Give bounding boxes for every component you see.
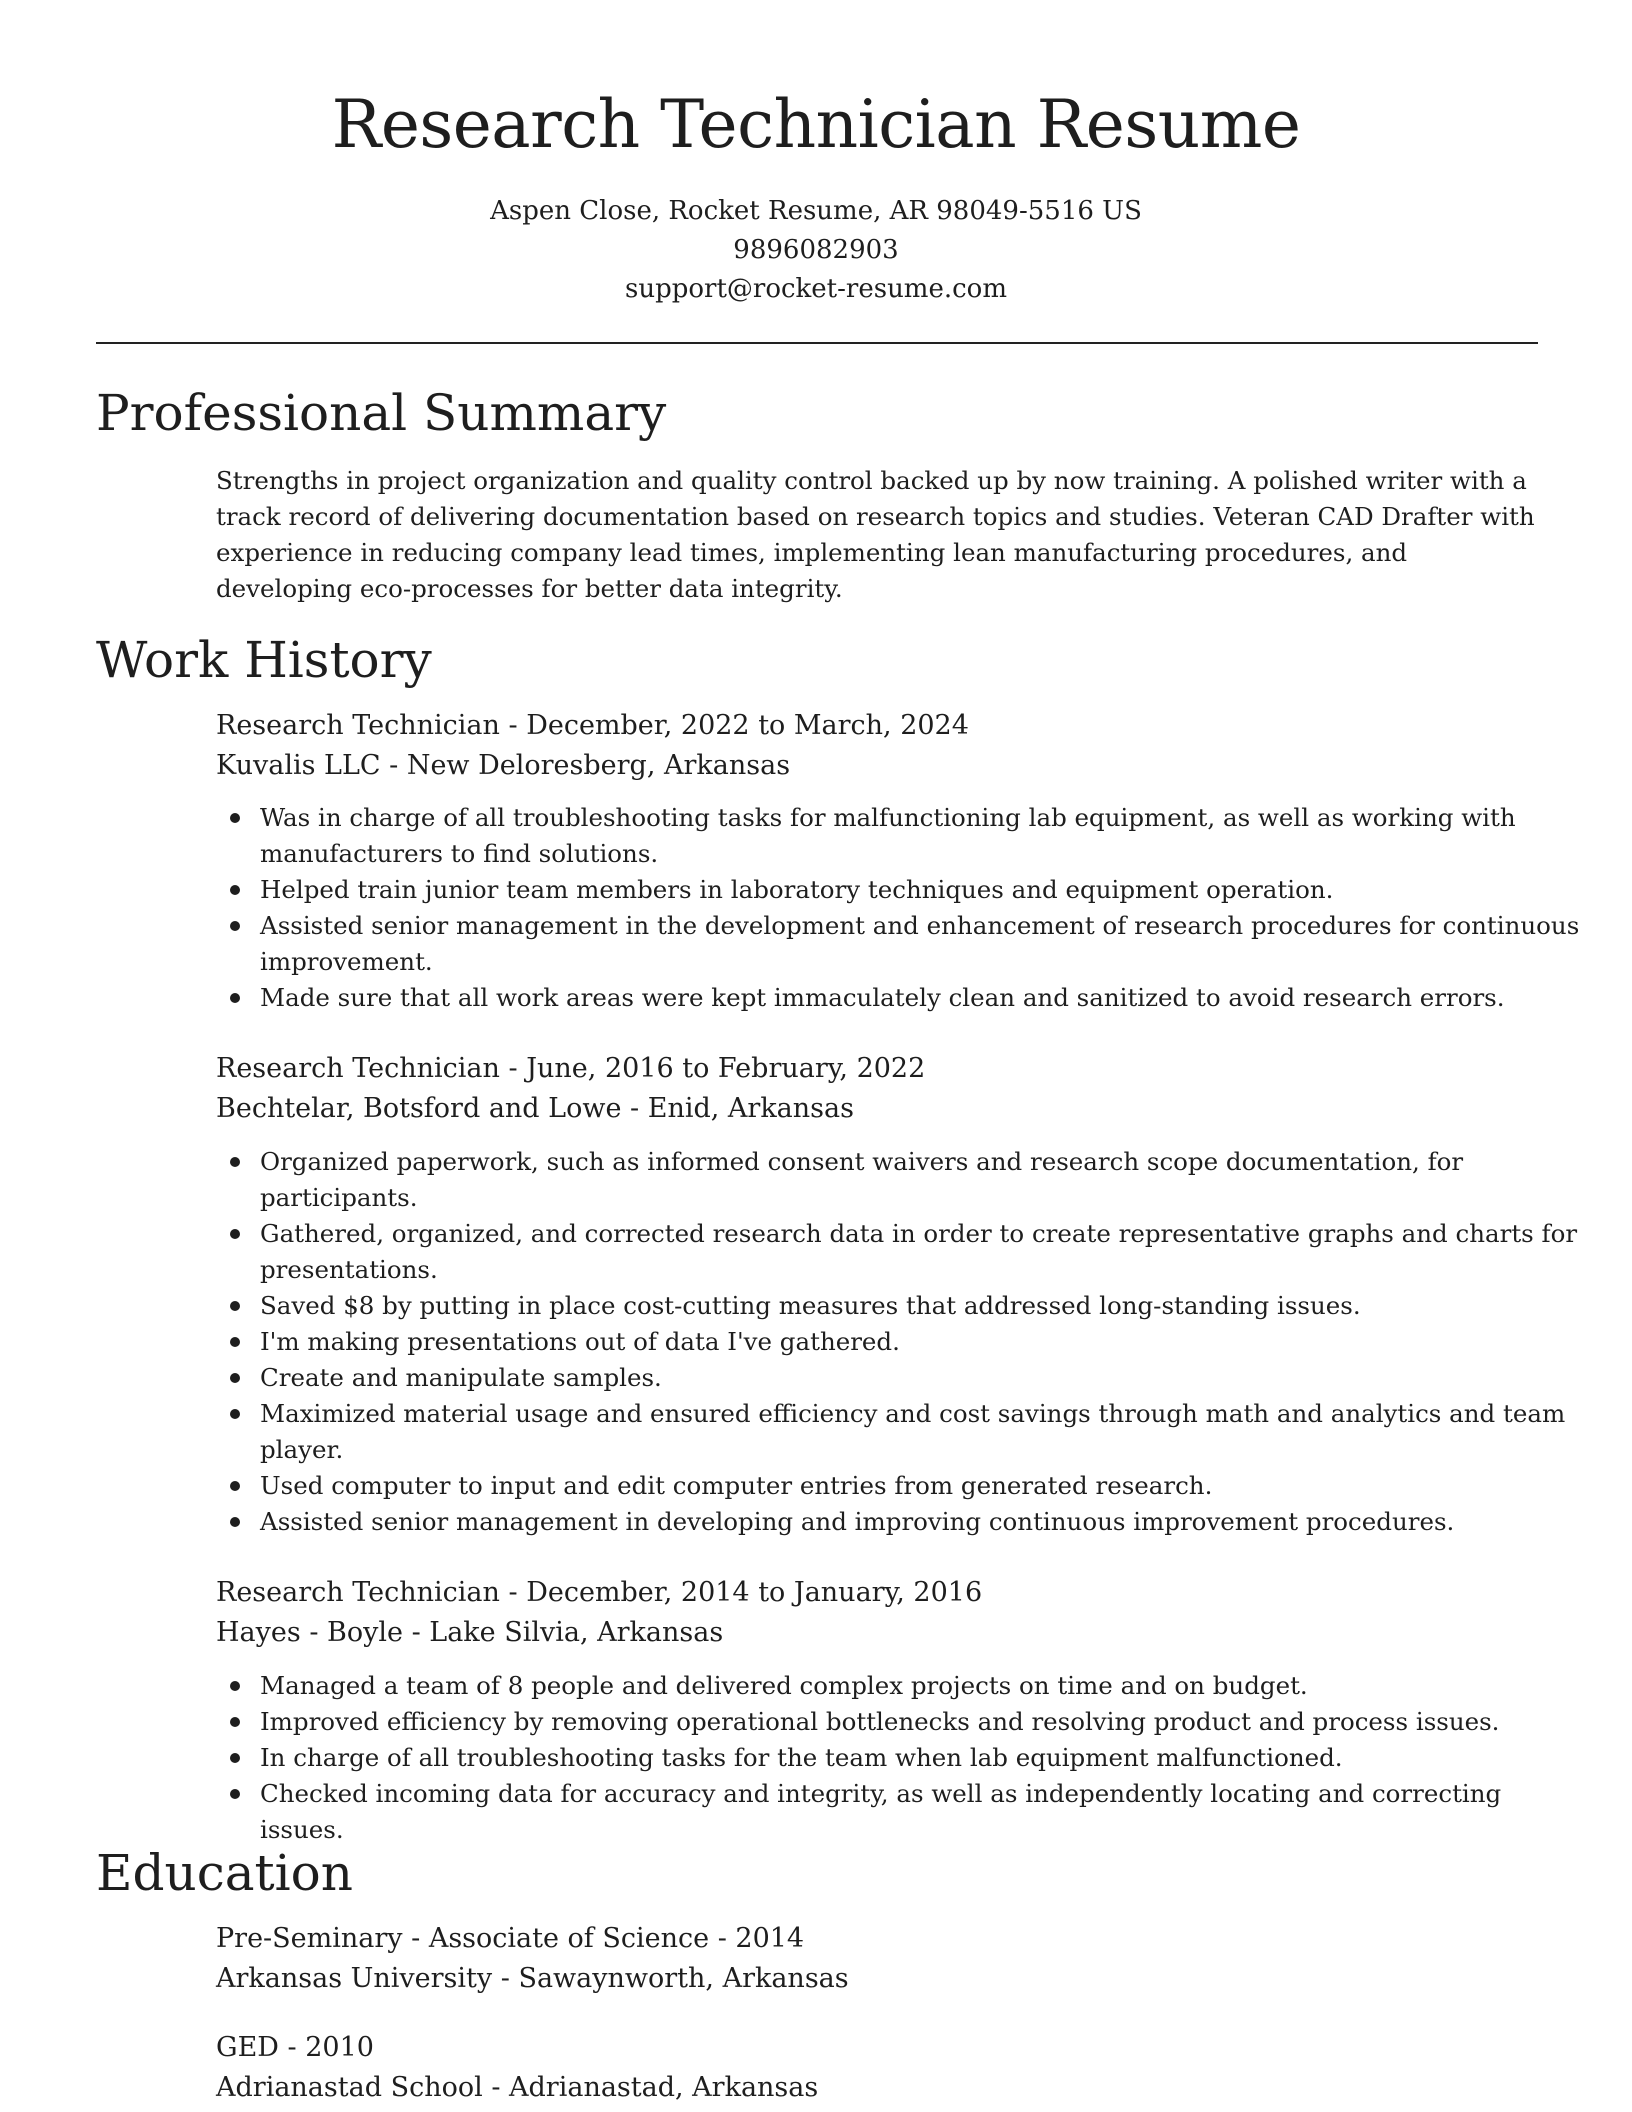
- contact-phone: 9896082903: [733, 235, 899, 265]
- education-heading: Education: [96, 1844, 353, 1902]
- list-item: [260, 1776, 1580, 1848]
- bullet-icon: [230, 1301, 240, 1311]
- bullet-text: Maximized material usage and ensured efficiency and cost savings through math and analytics and team player.: [260, 1399, 1566, 1464]
- contact-email: support@rocket-resume.com: [624, 274, 1007, 304]
- education-school-line: Adrianastad School - Adrianastad, Arkansas: [216, 2072, 819, 2103]
- bullet-text: I'm making presentations out of data I've gathered.: [260, 1327, 900, 1356]
- bullet-icon: [230, 1337, 240, 1347]
- list-item: [260, 800, 1580, 872]
- bullet-text: Managed a team of 8 people and delivered complex projects on time and on budget.: [260, 1671, 1308, 1700]
- list-item: [260, 1288, 1580, 1324]
- list-item: [260, 908, 1580, 980]
- bullet-text: Checked incoming data for accuracy and integrity, as well as independently locating and correcting issues.: [260, 1779, 1502, 1844]
- bullet-text: Was in charge of all troubleshooting tasks for malfunctioning lab equipment, as well as working with manufacturers to find solutions.: [260, 803, 1516, 868]
- bullet-text: Used computer to input and edit computer entries from generated research.: [260, 1471, 1213, 1500]
- contact-address: Aspen Close, Rocket Resume, AR 98049-5516 US: [490, 196, 1142, 226]
- list-item: [260, 1360, 1580, 1396]
- bullet-icon: [230, 885, 240, 895]
- education-degree-line: Pre-Seminary - Associate of Science - 2014: [216, 1923, 805, 1954]
- list-item: [260, 1216, 1580, 1288]
- bullet-text: Organized paperwork, such as informed consent waivers and research scope documentation, for participants.: [260, 1147, 1464, 1212]
- contact-info: [0, 192, 1632, 309]
- job-bullet-list: [216, 800, 1580, 1016]
- bullet-icon: [230, 1229, 240, 1239]
- bullet-icon: [230, 1481, 240, 1491]
- job-title-line: Research Technician - December, 2014 to January, 2016: [216, 1577, 983, 1608]
- bullet-icon: [230, 1157, 240, 1167]
- bullet-text: Helped train junior team members in laboratory techniques and equipment operation.: [260, 875, 1334, 904]
- bullet-text: Made sure that all work areas were kept immaculately clean and sanitized to avoid research errors.: [260, 983, 1505, 1012]
- education-degree-line: GED - 2010: [216, 2032, 374, 2063]
- list-item: [260, 1324, 1580, 1360]
- list-item: [260, 1396, 1580, 1468]
- list-item: [260, 980, 1580, 1016]
- bullet-icon: [230, 1717, 240, 1727]
- resume-title: Research Technician Resume: [331, 86, 1301, 163]
- list-item: [260, 1144, 1580, 1216]
- job-bullet-list: [216, 1668, 1580, 1848]
- job-title-line: Research Technician - December, 2022 to March, 2024: [216, 710, 969, 741]
- bullet-text: Create and manipulate samples.: [260, 1363, 662, 1392]
- list-item: [260, 1704, 1580, 1740]
- job-title-line: Research Technician - June, 2016 to February, 2022: [216, 1053, 926, 1084]
- bullet-text: Improved efficiency by removing operational bottlenecks and resolving product and process issues.: [260, 1707, 1500, 1736]
- bullet-icon: [230, 1789, 240, 1799]
- job-bullet-list: [216, 1144, 1580, 1540]
- list-item: [260, 1504, 1580, 1540]
- job-company-line: Kuvalis LLC - New Deloresberg, Arkansas: [216, 750, 791, 781]
- list-item: [260, 1740, 1580, 1776]
- bullet-icon: [230, 813, 240, 823]
- bullet-icon: [230, 993, 240, 1003]
- bullet-text: Assisted senior management in the development and enhancement of research procedures for continuous improvement.: [260, 911, 1580, 976]
- bullet-text: In charge of all troubleshooting tasks for the team when lab equipment malfunctioned.: [260, 1743, 1343, 1772]
- bullet-icon: [230, 1409, 240, 1419]
- summary-heading: Professional Summary: [96, 384, 667, 442]
- list-item: [260, 1468, 1580, 1504]
- bullet-icon: [230, 1373, 240, 1383]
- header-divider: [96, 342, 1538, 344]
- education-school-line: Arkansas University - Sawaynworth, Arkansas: [216, 1963, 849, 1994]
- job-company-line: Bechtelar, Botsford and Lowe - Enid, Arkansas: [216, 1093, 854, 1124]
- bullet-text: Gathered, organized, and corrected research data in order to create representative graphs and charts for presentations.: [260, 1219, 1578, 1284]
- bullet-text: Saved $8 by putting in place cost-cutting measures that addressed long-standing issues.: [260, 1291, 1361, 1320]
- bullet-text: Assisted senior management in developing and improving continuous improvement procedures.: [260, 1507, 1455, 1536]
- list-item: [260, 872, 1580, 908]
- list-item: [260, 1668, 1580, 1704]
- bullet-icon: [230, 1517, 240, 1527]
- bullet-icon: [230, 1681, 240, 1691]
- summary-text: Strengths in project organization and quality control backed up by now training. A polished writer with a track record of delivering documentation based on research topics and studies. Veteran CAD Drafter with experience in reducing company lead times, implementing lean manufacturing procedures, and developing eco-processes for better data integrity.: [216, 466, 1535, 603]
- job-company-line: Hayes - Boyle - Lake Silvia, Arkansas: [216, 1617, 724, 1648]
- bullet-icon: [230, 921, 240, 931]
- work-history-heading: Work History: [96, 631, 432, 689]
- bullet-icon: [230, 1753, 240, 1763]
